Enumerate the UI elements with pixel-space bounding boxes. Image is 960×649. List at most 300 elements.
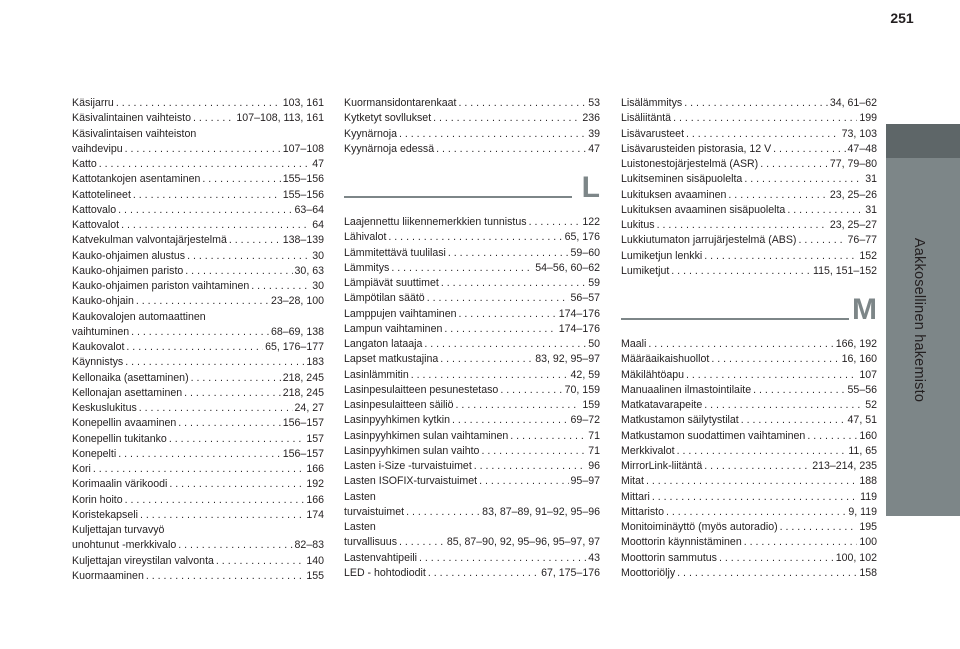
index-entry [72, 355, 324, 370]
dot-leader [704, 459, 810, 474]
index-term: Lasinpesulaitteen säiliö [344, 399, 454, 411]
page-reference: 70, 159 [564, 383, 600, 396]
page-reference: 71 [588, 429, 600, 442]
index-entry [621, 444, 877, 459]
dot-leader [780, 520, 858, 535]
page-reference: 166, 192 [835, 338, 877, 350]
index-term: Mäkilähtöapu [621, 368, 685, 381]
page-reference: 82–83 [294, 539, 324, 552]
chapter-side-tab-marker [886, 124, 960, 158]
index-entry [344, 474, 600, 489]
index-entry [621, 203, 877, 218]
index-term: Lämmitys [344, 261, 390, 274]
index-entry [344, 246, 600, 261]
index-entry [344, 413, 600, 428]
index-entry [344, 261, 600, 276]
dot-leader [125, 142, 281, 157]
index-term: Mittari [621, 490, 650, 503]
page-reference: 50 [588, 338, 600, 350]
index-entry [72, 569, 324, 584]
dot-leader [419, 551, 586, 566]
page-reference: 195 [859, 521, 877, 533]
index-term: Luistonestojärjestelmä (ASR) [621, 158, 759, 170]
page-reference: 155 [306, 569, 324, 582]
page-reference: 218, 245 [282, 386, 324, 399]
index-term: Lumiketjut [621, 264, 670, 277]
page-reference: 31 [865, 173, 877, 186]
index-term: Kuljettajan turvavyö [72, 524, 165, 536]
index-term: Kauko-ohjaimen paristo [72, 264, 184, 277]
index-entry [72, 493, 324, 508]
index-term: Lasten [344, 521, 376, 533]
dot-leader [436, 142, 586, 157]
page-reference: 174–176 [558, 307, 600, 320]
page-reference: 55–56 [847, 383, 877, 396]
page-reference: 183 [306, 356, 324, 369]
dot-leader [229, 233, 281, 248]
page-reference: 107–108 [282, 142, 324, 155]
index-term: Langaton lataaja [344, 338, 423, 350]
dot-leader [686, 368, 857, 383]
index-entry [344, 215, 600, 230]
index-term: Lämmitettävä tuulilasi [344, 246, 446, 259]
page-reference: 56–57 [570, 292, 600, 305]
index-term: Kauko-ohjaimen alustus [72, 249, 186, 262]
index-entry [344, 307, 600, 322]
page-reference: 30 [312, 249, 324, 262]
dot-leader [411, 368, 569, 383]
index-entry [344, 520, 600, 535]
index-entry [344, 142, 600, 157]
index-entry [72, 264, 324, 279]
index-entry [344, 276, 600, 291]
page-reference: 30 [312, 280, 324, 292]
dot-leader [760, 157, 828, 172]
dot-leader [391, 261, 533, 276]
dot-leader [529, 215, 581, 230]
dot-leader [440, 352, 533, 367]
index-term: Kattotelineet [72, 188, 131, 201]
index-entry [621, 172, 877, 187]
index-entry [621, 337, 877, 352]
index-entry [72, 554, 324, 569]
index-term: Keskuslukitus [72, 402, 137, 414]
page-reference: 156–157 [282, 417, 324, 430]
page-reference: 24, 27 [294, 402, 324, 414]
index-entry [621, 157, 877, 172]
dot-leader [666, 505, 846, 520]
dot-leader [191, 371, 281, 386]
index-term: Lasinpyyhkimen sulan vaihto [344, 444, 480, 457]
dot-leader [178, 416, 281, 431]
index-entry [72, 294, 324, 309]
page-reference: 23–28, 100 [270, 295, 324, 308]
page-reference: 192 [306, 478, 324, 491]
dot-leader [131, 325, 269, 340]
index-term: Matkustamon suodattimen vaihtaminen [621, 429, 806, 442]
index-term: Lampun vaihtaminen [344, 322, 443, 335]
index-entry [344, 368, 600, 383]
index-entry [621, 368, 877, 383]
page-reference: 68–69, 138 [270, 325, 324, 338]
dot-leader [216, 554, 304, 569]
index-term: Kauko-ohjaimen pariston vaihtaminen [72, 280, 250, 292]
dot-leader [169, 477, 304, 492]
page-reference: 218, 245 [282, 371, 324, 384]
page-reference: 53 [588, 97, 600, 109]
index-term: Mitat [621, 475, 644, 488]
index-term: Konepelti [72, 447, 117, 460]
dot-leader [704, 398, 863, 413]
index-entry [72, 127, 324, 142]
section-divider [344, 196, 572, 198]
index-term: Kattovalo [72, 203, 117, 216]
index-entry [621, 111, 877, 126]
index-entry [72, 157, 324, 172]
index-term: vaihdevipu [72, 142, 123, 155]
dot-leader [481, 444, 586, 459]
page-reference: 65, 176–177 [265, 341, 324, 353]
index-term: Lasinpyyhkimen sulan vaihtaminen [344, 429, 509, 442]
index-entry [621, 490, 877, 505]
index-term: Määräaikaishuollot [621, 353, 710, 366]
index-entry [72, 523, 324, 538]
dot-leader [648, 337, 833, 352]
page-reference: 83, 92, 95–97 [535, 353, 600, 366]
index-term: Katto [72, 158, 97, 170]
index-term: Merkkivalot [621, 444, 675, 457]
index-entry [621, 474, 877, 489]
index-term: Lukitseminen sisäpuolelta [621, 173, 743, 186]
index-term: Käsivalintaisen vaihteiston [72, 127, 197, 140]
section-letter: L [581, 171, 600, 204]
index-column-m [621, 96, 877, 581]
index-entry [344, 551, 600, 566]
dot-leader [139, 401, 293, 416]
section-header-l [344, 173, 600, 203]
index-entry [72, 340, 324, 355]
index-term: Lukkiutumaton jarrujärjestelmä (ABS) [621, 234, 797, 247]
page-reference: 23, 25–27 [829, 219, 877, 231]
index-term: Kellonaika (asettaminen) [72, 371, 189, 384]
index-term: Lasinpesulaitteen pesunestetaso [344, 383, 499, 396]
index-term: Kuormaaminen [72, 569, 144, 582]
section-letter: M [852, 293, 877, 326]
page-reference: 119 [860, 490, 877, 503]
index-entry [621, 127, 877, 142]
dot-leader [125, 493, 305, 508]
page-reference: 122 [582, 216, 600, 228]
index-entry [72, 188, 324, 203]
index-entry [344, 429, 600, 444]
index-term: Lastenvahtipeili [344, 551, 418, 564]
index-term: Kaukovalot [72, 341, 125, 353]
page-reference: 155–156 [282, 188, 324, 201]
page-reference: 213–214, 235 [812, 460, 877, 472]
page-reference: 107–108, 113, 161 [236, 112, 324, 125]
index-entry [72, 447, 324, 462]
index-entry [72, 203, 324, 218]
dot-leader [728, 188, 827, 203]
index-term: Moottorin käynnistäminen [621, 536, 742, 549]
page-reference: 34, 61–62 [829, 97, 877, 109]
index-term: Lämpiävät suuttimet [344, 277, 439, 289]
dot-leader [126, 340, 263, 355]
index-entry [621, 520, 877, 535]
index-term: Konepellin tukitanko [72, 432, 167, 445]
index-term: Korimaalin värikoodi [72, 478, 168, 491]
index-entry [344, 490, 600, 505]
dot-leader [773, 142, 845, 157]
dot-leader [118, 447, 281, 462]
page-reference: 140 [306, 554, 324, 567]
index-term: Lukituksen avaaminen sisäpuolelta [621, 203, 786, 216]
page-reference: 9, 119 [848, 505, 877, 518]
page-reference: 43 [588, 551, 600, 564]
dot-leader [704, 249, 857, 264]
dot-leader [474, 459, 586, 474]
page-reference: 155–156 [282, 173, 324, 186]
dot-leader [807, 429, 857, 444]
index-term: Korin hoito [72, 493, 123, 506]
index-term: Koristekapseli [72, 508, 138, 521]
page-reference: 174 [306, 508, 324, 521]
page-reference: 188 [859, 475, 877, 488]
dot-leader [510, 429, 586, 444]
index-term: LED - hohtodiodit [344, 566, 426, 579]
index-term: Kellonajan asettaminen [72, 386, 183, 399]
dot-leader [251, 279, 310, 294]
dot-leader [406, 505, 480, 520]
index-entry [621, 352, 877, 367]
index-term: Lumiketjun lenkki [621, 249, 703, 262]
page-reference: 63–64 [294, 203, 324, 216]
page-reference: 159 [582, 399, 600, 411]
page-number: 251 [890, 10, 914, 26]
index-entry [72, 218, 324, 233]
index-term: Kori [72, 463, 91, 475]
index-entry [72, 233, 324, 248]
dot-leader [93, 462, 304, 477]
index-term: Kuljettajan vireystilan valvonta [72, 554, 214, 567]
dot-leader [187, 249, 310, 264]
index-term: Lisäliitäntä [621, 112, 672, 125]
index-term: Matkatavarapeite [621, 399, 703, 411]
page-reference: 47 [588, 142, 600, 155]
index-entry [72, 477, 324, 492]
page-reference: 152 [859, 249, 877, 262]
index-term: Kyynärnoja edessä [344, 142, 435, 155]
page-reference: 59–60 [570, 246, 600, 259]
dot-leader [424, 337, 586, 352]
dot-leader [178, 538, 292, 553]
index-term: Käsijarru [72, 97, 114, 109]
dot-leader [140, 508, 304, 523]
dot-leader [185, 264, 292, 279]
index-entry [344, 127, 600, 142]
dot-leader [118, 203, 292, 218]
page-reference: 64 [312, 219, 324, 231]
index-entry [344, 566, 600, 581]
index-entry [344, 337, 600, 352]
page-reference: 65, 176 [564, 231, 600, 244]
index-term: Kattotankojen asentaminen [72, 173, 201, 186]
index-term: Kauko-ohjain [72, 295, 134, 308]
page-reference: 83, 87–89, 91–92, 95–96 [482, 505, 600, 518]
page-reference: 52 [865, 399, 877, 411]
dot-leader [753, 383, 845, 398]
index-term: turvaistuimet [344, 505, 405, 518]
index-term: Lamppujen vaihtaminen [344, 307, 457, 320]
dot-leader [646, 474, 857, 489]
dot-leader [136, 294, 269, 309]
dot-leader [121, 218, 310, 233]
dot-leader [459, 307, 557, 322]
index-term: Maali [621, 338, 647, 350]
page-reference: 59 [588, 277, 600, 289]
index-term: Kattovalot [72, 219, 120, 231]
page-reference: 23, 25–26 [829, 188, 877, 201]
index-entry [621, 505, 877, 520]
index-entry [621, 383, 877, 398]
index-column-l [344, 96, 600, 581]
index-term: Matkustamon säilytystilat [621, 414, 739, 427]
dot-leader [458, 96, 586, 111]
index-entry [72, 462, 324, 477]
index-entry [72, 310, 324, 325]
page-reference: 95–97 [570, 475, 600, 488]
index-entry [344, 444, 600, 459]
page-reference: 69–72 [570, 414, 600, 427]
section-header-m [621, 295, 877, 325]
index-entry [72, 538, 324, 553]
page-reference: 39 [588, 127, 600, 140]
dot-leader [441, 276, 586, 291]
index-entry [72, 371, 324, 386]
page-reference: 85, 87–90, 92, 95–96, 95–97, 97 [446, 536, 600, 549]
index-term: Mittaristo [621, 505, 664, 518]
index-entry [72, 416, 324, 431]
index-term: Katvekulman valvontajärjestelmä [72, 234, 227, 247]
index-column-k [72, 96, 324, 584]
dot-leader [169, 432, 304, 447]
index-entry [72, 142, 324, 157]
dot-leader [456, 398, 581, 413]
dot-leader [427, 291, 569, 306]
index-entry [72, 279, 324, 294]
dot-leader [673, 111, 857, 126]
dot-leader [711, 352, 839, 367]
index-entry [621, 413, 877, 428]
index-term: Lasinlämmitin [344, 368, 409, 381]
dot-leader [433, 111, 580, 126]
dot-leader [744, 172, 863, 187]
dot-leader [741, 413, 846, 428]
index-entry [621, 233, 877, 248]
index-entry [344, 291, 600, 306]
page-reference: 96 [588, 460, 600, 472]
dot-leader [428, 566, 539, 581]
index-entry [72, 172, 324, 187]
index-term: Lukituksen avaaminen [621, 188, 727, 201]
page-reference: 100, 102 [835, 551, 877, 564]
page-reference: 77, 79–80 [829, 158, 877, 170]
index-entry [72, 401, 324, 416]
index-term: Lisävarusteiden pistorasia, 12 V [621, 142, 772, 155]
index-entry [72, 111, 324, 126]
index-term: Lasten [344, 490, 376, 503]
dot-leader [399, 535, 445, 550]
index-entry [344, 459, 600, 474]
index-term: Konepellin avaaminen [72, 417, 177, 430]
page-reference: 47–48 [847, 142, 877, 155]
index-entry [621, 459, 877, 474]
dot-leader [744, 535, 858, 550]
page-reference: 71 [588, 444, 600, 457]
dot-leader [452, 413, 569, 428]
dot-leader [399, 127, 586, 142]
index-entry [621, 429, 877, 444]
index-term: Käsivalintainen vaihteisto [72, 112, 191, 125]
section-divider [621, 318, 849, 320]
page-reference: 54–56, 60–62 [535, 261, 600, 274]
page-reference: 160 [859, 429, 877, 442]
index-term: Lasten i-Size -turvaistuimet [344, 460, 472, 472]
dot-leader [677, 444, 847, 459]
index-entry [344, 96, 600, 111]
index-term: Käynnistys [72, 356, 124, 369]
page-reference: 236 [582, 112, 600, 125]
page-reference: 67, 175–176 [541, 566, 600, 579]
dot-leader [444, 322, 556, 337]
page-reference: 199 [859, 112, 877, 125]
index-term: Moottoriöljy [621, 566, 676, 579]
page-reference: 103, 161 [282, 97, 324, 109]
dot-leader [99, 157, 310, 172]
index-term: turvallisuus [344, 536, 397, 549]
index-entry [344, 111, 600, 126]
index-term: Monitoiminäyttö (myös autoradio) [621, 521, 778, 533]
index-entry [621, 566, 877, 581]
index-term: unohtunut -merkkivalo [72, 539, 177, 552]
dot-leader [193, 111, 234, 126]
page-reference: 42, 59 [570, 368, 600, 381]
index-term: Moottorin sammutus [621, 551, 717, 564]
dot-leader [116, 96, 281, 111]
page-reference: 11, 65 [848, 444, 877, 457]
index-entry [621, 535, 877, 550]
page-reference: 100 [859, 536, 877, 549]
index-entry [72, 386, 324, 401]
page-reference: 30, 63 [294, 264, 324, 277]
dot-leader [500, 383, 562, 398]
index-term: MirrorLink-liitäntä [621, 460, 703, 472]
index-term: Kuormansidontarenkaat [344, 97, 457, 109]
index-entry [621, 188, 877, 203]
index-term: Lukitus [621, 219, 655, 231]
chapter-title: Aakkosellinen hakemisto [911, 237, 927, 403]
index-entry [344, 398, 600, 413]
page-reference: 156–157 [282, 447, 324, 460]
page-reference: 73, 103 [841, 127, 877, 140]
index-entry [344, 505, 600, 520]
page-reference: 166 [306, 463, 324, 475]
page-reference: 166 [306, 493, 324, 506]
index-term: Lasinpyyhkimen kytkin [344, 414, 450, 427]
index-entry [621, 218, 877, 233]
index-entry [344, 322, 600, 337]
index-entry [344, 383, 600, 398]
